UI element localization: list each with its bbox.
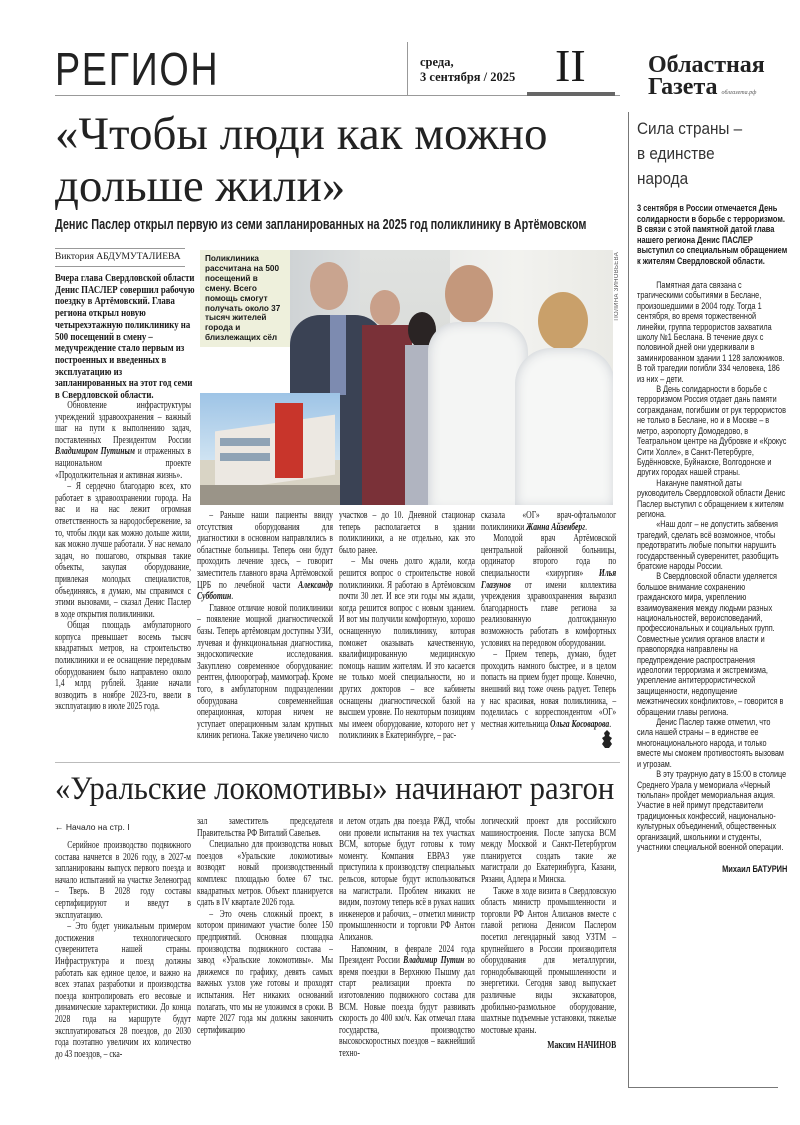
paragraph-text: участков – до 10. Дневной стационар теперь располагается в здании поликлиники, а не отдельно, как это было ранее. <box>339 510 475 556</box>
paragraph-text: . <box>231 591 234 603</box>
paragraph-text: и летом отдать два поезда РЖД, чтобы они провели испытания на тех участках ВСМ, которые будут готовы к тому моменту. Компания ЕВРАЗ уже приступила к производству специальных рельсов, которые будут использоваться на магистрали. Проблем никаких не видим, поэтому теперь всё в руках наших инженеров и рабочих, – отметил министр промышленности и торговли РФ Антон Алиханов. <box>339 816 475 943</box>
section-rubric: РЕГИОН <box>55 43 220 95</box>
column-text <box>55 400 191 713</box>
column-text <box>481 816 616 1036</box>
paragraph-text: Главное отличие новой поликлиники – появление мощной диагностической базы. Теперь артёмовцам доступны УЗИ, лучевая и функциональная диагностика, эндоскопические исследования. Закуплено современное оборудование: рентген, флюорограф, маммограф. Кроме того, в амбулаторном подразделении оборудована современнейшая операционная, которая ничем не уступает операционным залам крупных клиник региона. Также увеличено число <box>197 602 333 742</box>
issue-day: среда, <box>420 55 454 69</box>
sidebar-title-line1: Сила страны – <box>637 119 743 138</box>
paragraph-text: Напомним, в феврале 2024 года Президент России <box>339 943 475 967</box>
paragraph-text: – Это будет уникальным примером достижения технологического суверенитета нашей страны. Инфраструктура и поезд должны работать как единое целое, и важно на всех этапах разработки и производства поезда контролировать его весовые и динамические характеристики. До конца 2028 года на маршруте будут эксплуатироваться 28 поездов, до 2030 года поэтапно увеличим их количество до 43 поездов, – ска- <box>55 921 191 1060</box>
paragraph-text: – Прием теперь, думаю, будет проходить намного быстрее, и в целом попасть на прием будет проще. Конечно, внешний вид тоже очень радует. Теперь у нас красивая, новая поликлиника, – поделилась с корреспондентом «ОГ» местная жительница <box>481 649 617 730</box>
article-paragraph <box>55 400 191 481</box>
paragraph-text: . <box>609 718 612 730</box>
article-paragraph <box>339 556 475 742</box>
person-name: Илья Глазунов <box>481 567 617 591</box>
photo-credit: ПОЛИНА ЗИНОВЬЕВА <box>614 252 620 321</box>
paragraph-text: Обновление инфраструктуры учреждений здравоохранения – важный шаг на пути к выполнению задач, поставленных Президентом России <box>55 400 191 446</box>
article1-column-4 <box>481 510 616 730</box>
article2-headline: «Уральские локомотивы» начинают разгон <box>55 771 615 807</box>
article2-author: Максим НАЧИНОВ <box>547 1040 617 1052</box>
issue-date <box>420 55 515 85</box>
sidebar-title-line3: народа <box>637 169 689 188</box>
article-paragraph <box>55 481 191 620</box>
paragraph-text: Серийное производство подвижного состава начнется в 2026 году, в 2027-м запланированы выпуск первого поезда и начало испытаний на участке Зеленоград – Тверь. В 2028 году составы сертифицируют и введут в эксплуатацию. <box>55 840 191 921</box>
article-paragraph <box>481 649 616 730</box>
person-name: Владимир Путин <box>403 955 465 967</box>
sidebar-article <box>637 203 787 874</box>
column-text <box>339 510 475 742</box>
sidebar-lead: 3 сентября в России отмечается День солидарности в борьбе с терроризмом. В связи с этой памятной датой глава нашего региона Денис ПАСЛЕР выступил со специальным обращением к жителям Свердловской области. <box>637 203 788 266</box>
article2-column-1 <box>55 840 191 1060</box>
sidebar-title-line2: в единстве <box>637 144 715 163</box>
paragraph-text: Специально для производства новых поездов «Уральские локомотивы» возводят новый производственный комплекс площадью более 67 тыс. квадратных метров. Объект планируется сдать в IV квартале 2026 года. <box>197 839 333 909</box>
sidebar-paragraph: В Свердловской области уделяется большое внимание сохранению гражданского мира, укреплению взаимоуважения между людьми разных национальностей, вероисповеданий, профессиональных и социальных групп. Совместные усилия органов власти и правопорядка направлены на предупреждение распространения идеологии терроризма и экстремизма, укрепление антитеррористической защищенности, недопущение межэтнических конфликтов», – говорится в обращении главы региона. <box>637 571 784 717</box>
paragraph-text: логический проект для российского машиностроения. После запуска ВСМ между Москвой и Санкт-Петербургом планируется создать такие же магистрали до Екатеринбурга, Казани, Рязани, Адлера и Минска. <box>481 816 617 885</box>
sidebar-rule <box>628 112 629 1087</box>
sidebar-bottom-rule <box>628 1087 778 1088</box>
article-paragraph <box>339 510 475 556</box>
region-emblem-icon <box>600 729 614 749</box>
column-text <box>339 816 475 1059</box>
article-paragraph <box>481 816 616 886</box>
article-paragraph <box>481 886 616 1037</box>
sidebar-paragraph: В эту траурную дату в 15:00 в столице Среднего Урала у мемориала «Черный тюльпан» пройдет мемориальная акция. Участие в ней примут представители традиционных конфессий, национально-культурных объединений, общественных организаций, школьники и студенты, участники специальной военной операции. <box>637 769 787 852</box>
paragraph-text: Молодой врач Артёмовской центральной районной больницы, ординатор второго года по специальности «хирургия» <box>481 533 617 579</box>
paragraph-text: от имени коллектива учреждения здравоохранения выразил благодарность главе региона за реализованную долгожданную возможность работать в комфортных условиях на передовом оборудовании. <box>481 579 617 649</box>
sidebar-body <box>637 280 787 852</box>
sidebar-author: Михаил БАТУРИН <box>722 864 788 875</box>
headline-line2: дольше жили» <box>55 160 346 212</box>
sidebar-paragraph: Денис Паслер также отметил, что сила нашей страны – в единстве ее многонационального народа, и только вместе мы сможем противостоять вызовам и угрозам. <box>637 717 784 769</box>
article-headline <box>55 108 547 212</box>
paragraph-text: – Мы очень долго ждали, когда решится вопрос о строительстве новой поликлиники. Я работаю в Артёмовском почти 30 лет. И все эти годы мы ждали, когда решится вопрос с новым зданием. И вот мы получили комфортную, хорошо оснащенную поликлинику, которая поможет оказывать качественную, квалифицированную медицинскую помощь нашим жителям. И это касается не только моей специальности, но и других докторов – все кабинеты оснащены диагностической базой на высшем уровне. По некоторым позициям мы имеем оборудование, которого нет у поликлиник в Екатеринбурге, – рас- <box>339 556 475 742</box>
paragraph-text: – Это очень сложный проект, в котором принимают участие более 150 предприятий. Основная площадка производства подвижного состава – завод «Уральские локомотивы». Мы движемся по графику, девять самых важных узлов уже готовы и проходят испытания. Нет никаких оснований полагать, что мы не уложимся в сроки. В марте 2027 года мы должны закончить сертификацию <box>197 908 333 1036</box>
paragraph-text: – Я сердечно благодарю всех, кто работает в здравоохранении города. На вас и на нас лежит огромная ответственность за народосбережение, за то, чтобы люди как можно дольше жили, как можно лучше работали. У нас немало задач, но пошагово, открывая такие объекты, закупая оборудование, привлекая молодых специалистов, объединяясь, я думаю, мы справимся с этими вызовами, – сказал Денис Паслер в ходе открытия поликлиники. <box>55 481 191 620</box>
page-number-bar <box>527 92 615 96</box>
sidebar-title <box>637 116 742 191</box>
article-paragraph <box>197 510 333 603</box>
article-paragraph <box>55 921 191 1060</box>
paragraph-text: . <box>585 521 587 533</box>
person-name: Жанна Айзенберг <box>526 521 586 533</box>
article1-column-1 <box>55 400 191 713</box>
article-paragraph <box>197 839 333 909</box>
article1-column-2 <box>197 510 333 742</box>
header-divider <box>407 42 408 95</box>
headline-line1: «Чтобы люди как можно <box>55 108 548 160</box>
person-name: Александр Субботин <box>197 579 333 603</box>
article-paragraph <box>481 510 616 533</box>
article-paragraph <box>339 816 475 944</box>
page-number: II <box>555 40 586 91</box>
paragraph-text: зал заместитель председателя Правительства РФ Виталий Савельев. <box>197 816 333 839</box>
sidebar-paragraph: «Наш долг – не допустить забвения трагедий, сделать всё возможное, чтобы предотвратить любые попытки нарушить государственный суверенитет, разобщить братские народы России. <box>637 519 779 571</box>
column-text <box>481 510 616 730</box>
continued-from-link[interactable] <box>55 822 130 832</box>
sidebar-paragraph: Накануне памятной даты руководитель Свердловской области Денис Паслер выступил с обращением к жителям региона. <box>637 477 786 519</box>
logo-line2: Газета <box>648 74 718 100</box>
person-name: Владимиром Путиным <box>55 446 135 458</box>
photo-clinic-building <box>200 393 340 505</box>
article2-column-2 <box>197 816 333 1036</box>
arrow-left-icon: ← <box>55 822 66 832</box>
article1-column-3 <box>339 510 475 742</box>
article-paragraph <box>197 603 333 742</box>
column-text <box>197 816 333 1036</box>
section-divider <box>55 762 620 763</box>
paragraph-text: Также в ходе визита в Свердловскую область министр промышленности и торговли РФ Антон Алиханов вместе с главой региона Денисом Паслером посетил легендарный завод УЗТМ – крупнейшего в России производителя оборудования для металлургии, горнодобывающей промышленности и энергетики. Сегодня завод выпускает различные виды экскаваторов, дробильно-размольное оборудование, шахтные подъемные установки, тяжелые мостовые краны. <box>481 885 617 1036</box>
article-subheadline: Денис Паслер открыл первую из семи запланированных на 2025 год поликлинику в Артёмовском <box>55 217 587 233</box>
person-name: Ольга Косоварова <box>550 718 610 730</box>
article-paragraph <box>481 533 616 649</box>
newspaper-logo[interactable] <box>648 54 765 104</box>
paragraph-text: – Раньше наши пациенты ввиду отсутствия оборудования для диагностики в основном направлялись в областные больницы. Теперь они будут проходить лечение здесь, – говорит заместитель главного врача Артёмовской ЦРБ по лечебной части <box>197 510 333 591</box>
continued-from-text: Начало на стр. I <box>65 822 130 832</box>
article-paragraph <box>339 944 475 1060</box>
photo-caption: Поликлиника рассчитана на 500 посещений в смену. Всего помощь смогут получать около 37 тысяч жителей города и близлежащих сёл <box>200 250 290 347</box>
article-lead: Вчера глава Свердловской области Денис ПАСЛЕР совершил рабочую поездку в Артёмовский. Глава региона открыл новую четырехэтажную поликлинику на 500 посещений в смену – медучреждение стало первым из построенных и введенных в эксплуатацию из запланированных на этот год семи в Свердловской области. <box>55 273 195 402</box>
article-author: Виктория АБДУМУТАЛИЕВА <box>55 248 185 267</box>
article-paragraph <box>55 620 191 713</box>
paragraph-text: Общая площадь амбулаторного корпуса превышает восемь тысяч квадратных метров, на строительство поликлиники и ее оснащение передовым оборудованием было направлено около 1,4 млрд рублей. Здание начали возводить в ноябре 2023-го, ввели в эксплуатацию в июле 2025 года. <box>55 620 191 713</box>
paragraph-text: и отраженных в национальном проекте «Продолжительная и активная жизнь». <box>55 446 191 481</box>
column-text <box>197 510 333 742</box>
paragraph-text: сказала «ОГ» врач-офтальмолог поликлиники <box>481 510 617 533</box>
article-paragraph <box>55 840 191 921</box>
issue-date-text: 3 сентября / 2025 <box>420 70 516 84</box>
article2-column-4 <box>481 816 616 1052</box>
article-paragraph <box>197 816 333 839</box>
logo-line1: Областная <box>648 52 765 78</box>
sidebar-paragraph: Памятная дата связана с трагическими событиями в Беслане, произошедшими в 2004 году. Тогда 1 сентября, во время торжественной линейки, группа террористов захватила школу №1 Беслана. В течение двух с половиной дней они удерживали в заминированном здании 1 128 заложников. В той трагедии погибли 334 человека, 186 из них – дети. <box>637 280 785 384</box>
column-text <box>55 840 191 1060</box>
sidebar-paragraph: В День солидарности в борьбе с терроризмом Россия отдает дань памяти согражданам, погибшим от рук террористов не только в Беслане, но и в Москве – в метро, аэропорту Домодедово, в Театральном центре на Дубровке и «Крокус Сити Холле», в Санкт-Петербурге, Будённовске, Буйнакске, Волгодонске и других городах нашей страны. <box>637 384 787 478</box>
article2-column-3 <box>339 816 475 1059</box>
article-paragraph <box>197 909 333 1037</box>
paragraph-text: во время поездки в Верхнюю Пышму дал старт реализации проекта по изготовлению подвижного состава для ВСМ. Новые поезда будут развивать скорость до 400 км/ч. Как отмечал глава государства, производство высокоскоростных поездов – важнейший техно- <box>339 955 475 1059</box>
logo-site: облгазета.рф <box>721 90 757 96</box>
